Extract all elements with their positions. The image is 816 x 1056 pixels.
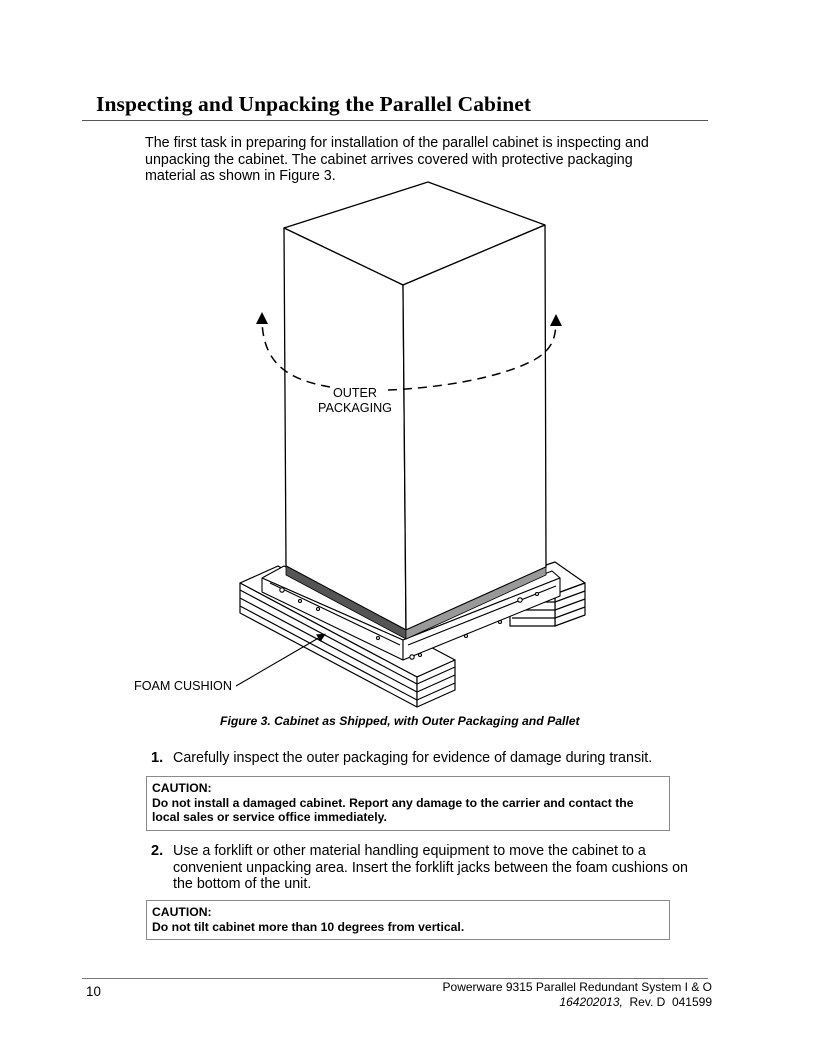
foam-cushion-label: FOAM CUSHION [134,679,232,693]
step-text: Use a forklift or other material handling equipment to move the cabinet to a convenient unpacking area. Insert the forklift jacks between the foam cushions on the bottom of the unit. [173,843,688,892]
part-number: 164202013, [559,994,623,1009]
caution-box-2 [146,900,670,940]
caution-box-1 [146,776,670,831]
page-number: 10 [86,984,101,999]
outer-packaging-label-line1: OUTER [332,386,378,400]
step-number: 2. [151,843,164,859]
step-2 [151,843,691,893]
section-title: Inspecting and Unpacking the Parallel Cabinet [96,92,532,116]
caution-text: Do not tilt cabinet more than 10 degrees from vertical. [152,919,465,934]
step-text: Carefully inspect the outer packaging for evidence of damage during transit. [173,750,653,766]
footer-doc-info [443,980,712,1009]
caution-text: Do not install a damaged cabinet. Report any damage to the carrier and contact the local sales or service office immediately. [152,795,634,824]
foam-cushion-leader [236,636,322,686]
intro-paragraph: The first task in preparing for installation of the parallel cabinet is inspecting and unpacking the cabinet. The cabinet arrives covered with protective packaging material as shown in Figure 3. [145,135,649,184]
caution-heading: CAUTION: [152,781,212,795]
caution-heading: CAUTION: [152,905,212,919]
step-number: 1. [151,750,164,766]
footer-rule [82,978,708,979]
step-1 [151,750,691,767]
revision: Rev. D 041599 [622,994,712,1009]
outer-packaging-label-line2: PACKAGING [318,401,392,415]
document-title: Powerware 9315 Parallel Redundant System I & O [442,980,712,994]
figure-caption: Figure 3. Cabinet as Shipped, with Outer Packaging and Pallet [220,714,580,728]
document-reference [443,995,712,1010]
